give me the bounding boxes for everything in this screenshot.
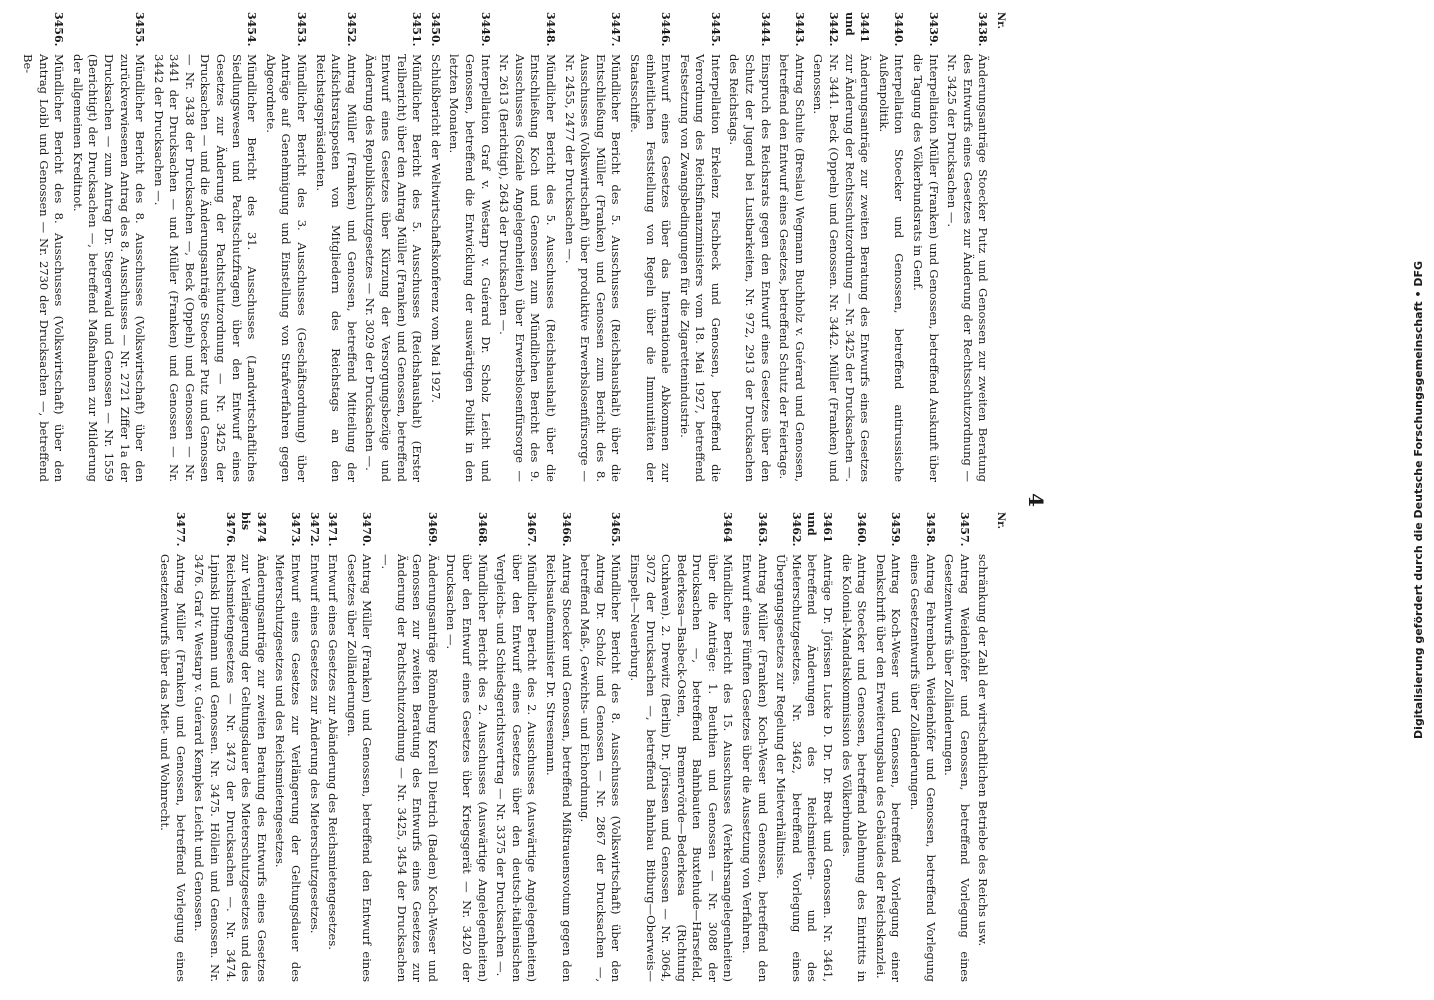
list-item <box>446 12 493 482</box>
entry-text: Antrag Stoecker und Genossen, betreffend Mißtrauensvotum gegen den Reichsaußenminister Dr. Stresemann. <box>543 554 574 982</box>
list-item <box>496 12 558 482</box>
entry-text: Änderungsanträge zur zweiten Beratung des Entwurfs eines Gesetzes zur Verlängerung der Geltungsdauer des Mieterschutzgesetzes und des Reichsmietengesetzes — Nr. 3473 der Drucksachen —. Nr. 3474. Lipinski Dittmann und Genossen. Nr. 3475. Höllein und Genossen. Nr. 3476. Graf v. Westarp v. Guérard Kempkes Leicht und Genossen. <box>192 554 269 982</box>
footer-text: Digitalisierung gefördert durch die Deutsche Forschungsgemeinschaft • DFG <box>1412 260 1425 740</box>
nr-label: Nr. <box>995 12 1006 29</box>
entry-text: Entwurf eines Gesetzes über das Internationale Abkommen zur einheitlichen Feststellung von Regeln über die Immunitäten der Staatsschiffe. <box>627 54 674 482</box>
entry-text: Mündlicher Bericht des 8. Ausschusses (Volkswirtschaft) über den Antrag Dr. Scholz und Genossen — Nr. 2867 der Drucksachen —, betreffend Maß-, Gewichts- und Eichordnung. <box>578 554 624 982</box>
entry-text: Entwurf eines Gesetzes zur Verlängerung der Geltungsdauer des Mieterschutzgesetzes und des Reichsmietengesetzes. <box>273 554 304 982</box>
list-item <box>944 12 991 482</box>
entry-number: 3461 und 3462. <box>789 512 835 547</box>
list-item <box>941 512 972 982</box>
list-item <box>150 12 259 482</box>
entry-text: Mündlicher Bericht des 5. Ausschusses (Reichshaushalt) über die Entschließung Müller (Franken) und Genossen zum Bericht des 8. Ausschusses (Volkswirtschaft) über produktive Erwerbslosenfürsorge — Nr. 2455, 2477 der Drucksachen —. <box>562 54 624 482</box>
entry-text: Änderungsanträge Stoecker Putz und Genossen zur zweiten Beratung des Entwurfs eines Gesetzes zur Änderung der Rechtsschutzordnung — Nr. 3425 der Drucksachen —. <box>945 54 991 482</box>
entry-text: Interpellation Müller (Franken) und Genossen, betreffend Auskunft über die Tagung des Völkerbundsrats in Genf. <box>911 54 941 482</box>
entry-number: 3446. <box>659 12 673 47</box>
list-item <box>577 512 624 982</box>
entry-number: 3471. <box>326 512 340 547</box>
entry-text: Antrag Stoecker und Genossen, betreffend Ablehnung des Eintritts in die Kolonial-Mandatskommission des Völkerbundes. <box>839 554 870 982</box>
list-item <box>157 512 188 982</box>
list-item <box>838 512 869 982</box>
entry-text: Antrag Fehrenbach Weidenhöfer und Genossen, betreffend Vorlegung eines Gesetzentwurfs über Zolländerungen. <box>908 554 938 982</box>
entry-number: 3468. <box>475 512 489 547</box>
list-item <box>561 12 623 482</box>
entry-number <box>975 512 991 554</box>
list-item <box>312 12 359 482</box>
entry-text: Mündlicher Bericht des 5. Ausschusses (Reichshaushalt) (Erster Teilbericht) über den Antrag Müller (Franken) und Genossen, betreffend Entwurf eines Gesetzes über Kürzung der Versorgungsbezüge und Änderung des Republikschutzgesetzes — Nr. 3029 der Drucksachen —. <box>363 54 425 482</box>
entry-number: 3469. <box>425 512 439 547</box>
entry-number: 3456. <box>52 12 66 47</box>
entry-text: Schlußbericht der Weltwirtschaftskonferenz vom Mai 1927. <box>428 54 443 403</box>
list-item <box>493 512 540 982</box>
entry-text: Anträge Dr. Jörissen Lucke D. Dr. Dr. Bredt und Genossen. Nr. 3461, betreffend Änderungen des Reichsmieten- und des Mieterschutzgesetzes. Nr. 3462, betreffend Vorlegung eines Übergangsgesetzes zur Regelung der Mietverhältnisse. <box>774 554 836 982</box>
footer-strip <box>1408 0 1430 1000</box>
entry-text: Antrag Müller (Franken) und Genossen, betreffend den Entwurf eines Gesetzes über Zolländerungen. <box>344 554 375 982</box>
entry-number: 3470. <box>360 512 374 547</box>
entry-number: 3438. <box>976 12 990 47</box>
entry-number: 3441 und 3442. <box>827 12 872 47</box>
list-item <box>875 12 906 482</box>
page-number: 4 <box>1024 493 1048 507</box>
list-item <box>191 512 269 982</box>
list-item <box>427 12 443 482</box>
list-item <box>443 512 490 982</box>
entry-text: Mündlicher Bericht des 2. Ausschusses (Auswärtige Angelegenheiten) über den Entwurf eines Gesetzes über Kriegsgerät — Nr. 3420 der Drucksachen —. <box>444 554 490 982</box>
entry-text: Mündlicher Bericht des 8. Ausschusses (Volkswirtschaft) über den zurückverwiesenen Antrag des 8. Ausschusses — Nr. 2721 Ziffer 1a der Drucksachen — zum Antrag Dr. Stegerwald und Genossen — Nr. 1559 (Berichtigt) der Drucksachen —, betreffend Maßnahmen zur Milderung der allgemeinen Kreditnot. <box>70 54 148 482</box>
entry-text: Mündlicher Bericht des 3. Ausschusses (Geschäftsordnung) über Anträge auf Genehmigung und Einstellung von Strafverfahren gegen Abgeordnete. <box>263 54 310 482</box>
entry-text: Entwurf eines Gesetzes zur Abänderung des Reichsmietengesetzes. <box>326 554 341 950</box>
list-item <box>776 12 807 482</box>
entry-number: 3477. <box>173 512 187 547</box>
entry-number: 3445. <box>708 12 722 47</box>
entry-text: Änderungsanträge Rönneburg Korell Dietrich (Baden) Koch-Weser und Genossen zur zweiten Beratung des Entwurfs eines Gesetzes zur Änderung der Pachtschutzordnung — Nr. 3425, 3454 der Drucksachen —. <box>379 554 440 982</box>
list-item <box>19 12 66 482</box>
entry-text: Antrag Schulte (Breslau) Wegmann Buchholz v. Guérard und Genossen, betreffend den Entwurf eines Gesetzes, betreffend Schutz der Feiertage. <box>777 54 807 482</box>
list-item <box>262 12 309 482</box>
list-item <box>306 512 322 982</box>
list-item <box>909 12 940 482</box>
entry-text: Antrag Müller (Franken) und Genossen, betreffend Vorlegung eines Gesetzentwurfs über das Miet- und Wohnrecht. <box>158 554 188 982</box>
list-item <box>272 512 303 982</box>
list-item <box>362 12 424 482</box>
list-item <box>872 512 903 982</box>
entry-text: Einspruch des Reichsrats gegen den Entwurf eines Gesetzes über den Schutz der Jugend bei Lustbarkeiten, Nr. 972, 2913 der Drucksachen des Reichstags. <box>727 54 773 482</box>
list-item <box>343 512 374 982</box>
list-item <box>542 512 573 982</box>
list-item <box>773 512 835 982</box>
entry-number: 3465. <box>609 512 623 547</box>
entry-number: 3443. <box>792 12 806 47</box>
entry-number: 3449. <box>478 12 492 47</box>
entry-text: Mündlicher Bericht des 2. Ausschusses (Auswärtige Angelegenheiten) über den Entwurf eines Gesetzes über den deutsch-italienischen Vergleichs- und Schiedsgerichtsvertrag — Nr. 3375 der Drucksachen —. <box>494 554 540 982</box>
nr-label: Nr. <box>995 512 1006 529</box>
entry-number: 3452. <box>344 12 358 47</box>
list-item <box>69 12 147 482</box>
list-item <box>810 12 872 482</box>
entry-number: 3458. <box>923 512 937 547</box>
entry-number: 3454. <box>245 12 259 47</box>
list-item <box>726 12 773 482</box>
entry-text: Antrag Müller (Franken) und Genossen, betreffend Mitteilung der Aufsichtsratsposten von Mitgliedern des Reichstags an den Reichstagspräsidenten. <box>313 54 359 482</box>
list-item <box>377 512 439 982</box>
entry-number: 3450. <box>428 12 442 47</box>
entry-number: 3464 <box>721 512 735 543</box>
entry-text: Antrag Weidenhöfer und Genossen, betreffend Vorlegung eines Gesetzentwurfs über Zolländerungen. <box>942 554 972 982</box>
list-item <box>325 512 341 982</box>
entry-text: Änderungsanträge zur zweiten Beratung des Entwurfs eines Gesetzes zur Änderung der Rechtsschutzordnung — Nr. 3425 der Drucksachen —. Nr. 3441. Beck (Oppeln) und Genossen. Nr. 3442. Müller (Franken) und Genossen. <box>811 54 873 482</box>
entry-number: 3451. <box>410 12 424 47</box>
entry-text: Mündlicher Bericht des 15. Ausschusses (Verkehrsangelegenheiten) über die Anträge: 1. Beuthien und Genossen — Nr. 3088 der Drucksachen —, betreffend Bahnbauten Buxtehude—Harsefeld, Bederkesa—Basbeck-Osten, Bremervörde—Bederkesa (Richtung Cuxhaven). 2. Drewitz (Berlin) Dr. Jörissen und Genossen — Nr. 3064, 3072 der Drucksachen —, betreffend Bahnbau Bitburg—Oberweis—Einspelt—Neuerburg. <box>627 554 736 982</box>
list-item <box>975 512 991 982</box>
entry-text: Antrag Koch-Weser und Genossen, betreffend Vorlegung einer Denkschrift über den Erweiterungsbau des Gebäudes der Reichskanzlei. <box>873 554 904 982</box>
entry-number: 3453. <box>295 12 309 47</box>
list-item <box>626 512 735 982</box>
entry-number: 3463. <box>755 512 769 547</box>
list-item <box>906 512 937 982</box>
entry-number: 3459. <box>889 512 903 547</box>
entry-text: Entwurf eines Gesetzes zur Änderung des Mieterschutzgesetzes. <box>307 554 322 934</box>
right-column <box>154 512 1008 982</box>
entry-number: 3466. <box>559 512 573 547</box>
entry-number: 3472. <box>307 512 321 547</box>
list-item <box>739 512 770 982</box>
entry-number: 3447. <box>609 12 623 47</box>
entry-text: Interpellation Erkelenz Fischbeck und Genossen, betreffend die Verordnung des Reichsfinanzministers vom 18. Mai 1927, betreffend Festsetzung von Zwangsbedingungen für die Zigarettenindustrie. <box>677 54 723 482</box>
entry-text: schränkung der Zahl der wirtschaftlichen Betriebe des Reichs usw. <box>976 554 991 947</box>
entry-number: 3444. <box>758 12 772 47</box>
entry-number: 3440. <box>892 12 906 47</box>
entry-text: Mündlicher Bericht des 31. Ausschusses (Landwirtschaftliches Siedlungswesen und Pachtschutzfragen) über den Entwurf eines Gesetzes zur Änderung der Pachtschutzordnung — Nr. 3425 der Drucksachen — und die Änderungsanträge Stoecker Putz und Genossen — Nr. 3438 der Drucksachen —, Beck (Oppeln) und Genossen — Nr. 3441 der Drucksachen — und Müller (Franken) und Genossen — Nr. 3442 der Drucksachen —. <box>151 54 260 482</box>
entry-text: Mündlicher Bericht des 8. Ausschusses (Volkswirtschaft) über den Antrag Loibl und Genossen — Nr. 2730 der Drucksachen —, betreffend Be- <box>20 54 67 482</box>
entry-number: 3474 bis 3476. <box>223 512 268 547</box>
entry-text: Interpellation Graf v. Westarp v. Guérard Dr. Scholz Leicht und Genossen, betreffend die Entwicklung der auswärtigen Politik in den letzten Monaten. <box>447 54 493 482</box>
entry-number: 3467. <box>525 512 539 547</box>
entry-number: 3455. <box>133 12 147 47</box>
list-item <box>626 12 673 482</box>
entry-number: 3457. <box>957 512 971 547</box>
entry-number: 3448. <box>543 12 557 47</box>
entry-text: Interpellation Stoecker und Genossen, betreffend antirussische Außenpolitik. <box>876 54 907 482</box>
entry-text: Antrag Müller (Franken) Koch-Weser und Genossen, betreffend den Entwurf eines Fünften Gesetzes über die Aussetzung von Verfahren. <box>740 554 770 982</box>
entry-text: Mündlicher Bericht des 5. Ausschusses (Reichshaushalt) über die Entschließung Koch und Genossen zum Mündlichen Bericht des 9. Ausschusses (Soziale Angelegenheiten) über Erwerbslosenfürsorge — Nr. 2613 (Berichtigt), 2643 der Drucksachen —. <box>497 54 558 482</box>
entry-number: 3439. <box>926 12 940 47</box>
left-column <box>16 12 1008 482</box>
entry-number: 3473. <box>289 512 303 547</box>
entry-number: 3460. <box>855 512 869 547</box>
list-item <box>676 12 723 482</box>
